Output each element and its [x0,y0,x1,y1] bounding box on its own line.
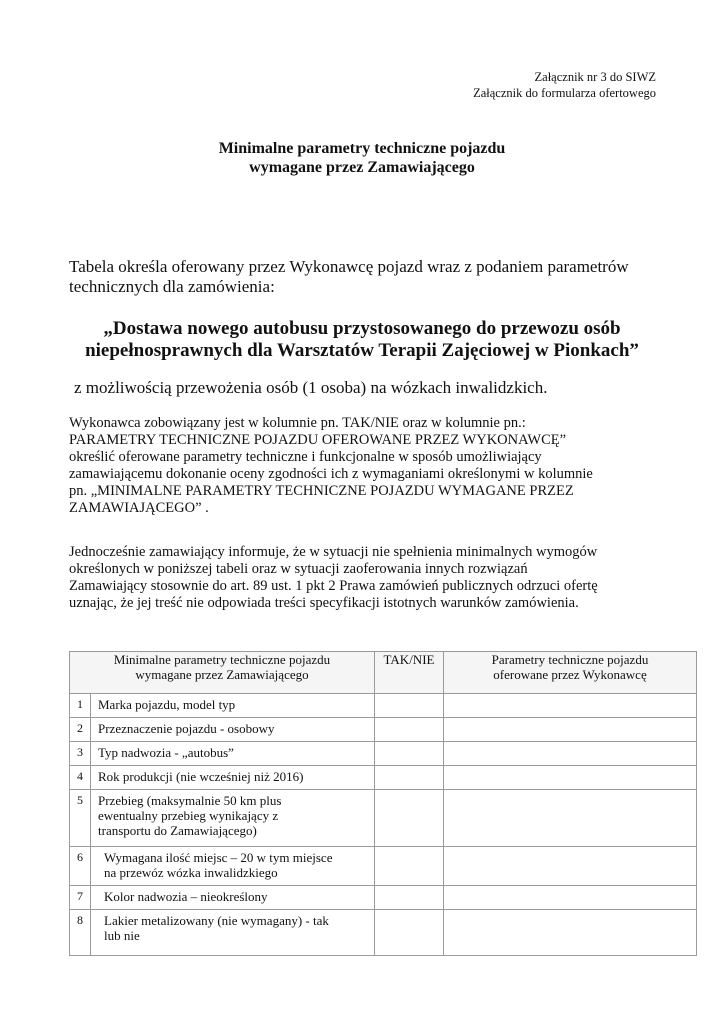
header-yes-no: TAK/NIE [375,652,444,694]
row-number: 1 [70,694,91,718]
row-number: 4 [70,766,91,790]
table-header-row [70,652,697,694]
offered-parameter-cell[interactable] [444,742,697,766]
requirement-line: transportu do Zamawiającego) [98,823,257,838]
offered-parameter-cell[interactable] [444,766,697,790]
attachment-line-1: Załącznik nr 3 do SIWZ [534,70,656,84]
row-number: 3 [70,742,91,766]
yes-no-cell[interactable] [375,790,444,847]
requirement-line: Wymagana ilość miejsc – 20 w tym miejsce [104,850,333,865]
offered-parameter-cell[interactable] [444,718,697,742]
table-row [70,766,697,790]
row-requirement [91,847,375,886]
row-number: 5 [70,790,91,847]
row-number: 2 [70,718,91,742]
table-row [70,847,697,886]
instructions-line: ZAMAWIAJĄCEGO” . [69,500,209,516]
project-title-line-1: „Dostawa nowego autobusu przystosowanego do przewozu osób [103,318,621,339]
title-line-2: wymagane przez Zamawiającego [249,159,475,176]
row-number: 7 [70,886,91,910]
document-title [0,139,724,177]
requirement-line: Przebieg (maksymalnie 50 km plus [98,793,282,808]
row-requirement: Marka pojazdu, model typ [91,694,375,718]
title-line-1: Minimalne parametry techniczne pojazdu [218,140,506,157]
instructions-line: Wykonawca zobowiązany jest w kolumnie pn. TAK/NIE oraz w kolumnie pn.: [69,415,526,431]
header-offered-parameters [444,652,697,694]
attachment-header [473,69,656,101]
table-row [70,694,697,718]
requirement-line: ewentualny przebieg wynikający z [98,808,279,823]
notice-line: Jednocześnie zamawiający informuje, że w sytuacji nie spełnienia minimalnych wymogów [69,544,598,560]
yes-no-cell[interactable] [375,742,444,766]
attachment-line-2: Załącznik do formularza ofertowego [473,86,656,100]
offered-parameter-cell[interactable] [444,694,697,718]
table-row [70,742,697,766]
project-title [69,318,655,362]
table-row [70,718,697,742]
header-offer-line-2: oferowane przez Wykonawcę [493,667,647,682]
instructions-line: pn. „MINIMALNE PARAMETRY TECHNICZNE POJAZDU WYMAGANE PRZEZ [69,483,574,499]
row-requirement: Rok produkcji (nie wcześniej niż 2016) [91,766,375,790]
row-requirement [91,910,375,956]
notice-paragraph [69,544,669,612]
header-min-parameters [70,652,375,694]
offered-parameter-cell[interactable] [444,910,697,956]
intro-line-2: technicznych dla zamówienia: [69,277,275,296]
intro-line-1: Tabela określa oferowany przez Wykonawcę pojazd wraz z podaniem parametrów [69,257,629,276]
subtitle: z możliwością przewożenia osób (1 osoba) na wózkach inwalidzkich. [74,378,548,397]
notice-line: uznając, że jej treść nie odpowiada treści specyfikacji istotnych warunków zamówienia. [69,595,579,611]
header-min-line-2: wymagane przez Zamawiającego [135,667,309,682]
yes-no-cell[interactable] [375,694,444,718]
yes-no-cell[interactable] [375,910,444,956]
notice-line: określonych w poniższej tabeli oraz w sytuacji zaoferowania innych rozwiązań [69,561,528,577]
row-requirement: Przeznaczenie pojazdu - osobowy [91,718,375,742]
table-row [70,790,697,847]
row-number: 8 [70,910,91,956]
offered-parameter-cell[interactable] [444,847,697,886]
row-requirement [91,790,375,847]
project-title-line-2: niepełnosprawnych dla Warsztatów Terapii Zajęciowej w Pionkach” [85,340,639,361]
requirement-line: lub nie [104,928,140,943]
requirement-line: na przewóz wózka inwalidzkiego [104,865,278,880]
header-min-line-1: Minimalne parametry techniczne pojazdu [113,652,331,667]
instructions-line: PARAMETRY TECHNICZNE POJAZDU OFEROWANE PRZEZ WYKONAWCĘ” [69,432,567,448]
row-requirement: Typ nadwozia - „autobus” [91,742,375,766]
offered-parameter-cell[interactable] [444,790,697,847]
offered-parameter-cell[interactable] [444,886,697,910]
instructions-line: określić oferowane parametry techniczne i funkcjonalne w sposób umożliwiający [69,449,542,465]
intro-paragraph [69,257,669,297]
yes-no-cell[interactable] [375,847,444,886]
yes-no-cell[interactable] [375,766,444,790]
instructions-paragraph [69,415,669,517]
table-row [70,910,697,956]
requirement-line: Lakier metalizowany (nie wymagany) - tak [104,913,329,928]
parameters-table [69,651,697,956]
yes-no-cell[interactable] [375,886,444,910]
row-number: 6 [70,847,91,886]
instructions-line: zamawiającemu dokonanie oceny zgodności ich z wymaganiami określonymi w kolumnie [69,466,593,482]
table-row [70,886,697,910]
yes-no-cell[interactable] [375,718,444,742]
row-requirement: Kolor nadwozia – nieokreślony [91,886,375,910]
notice-line: Zamawiający stosownie do art. 89 ust. 1 pkt 2 Prawa zamówień publicznych odrzuci ofertę [69,578,598,594]
header-offer-line-1: Parametry techniczne pojazdu [491,652,649,667]
